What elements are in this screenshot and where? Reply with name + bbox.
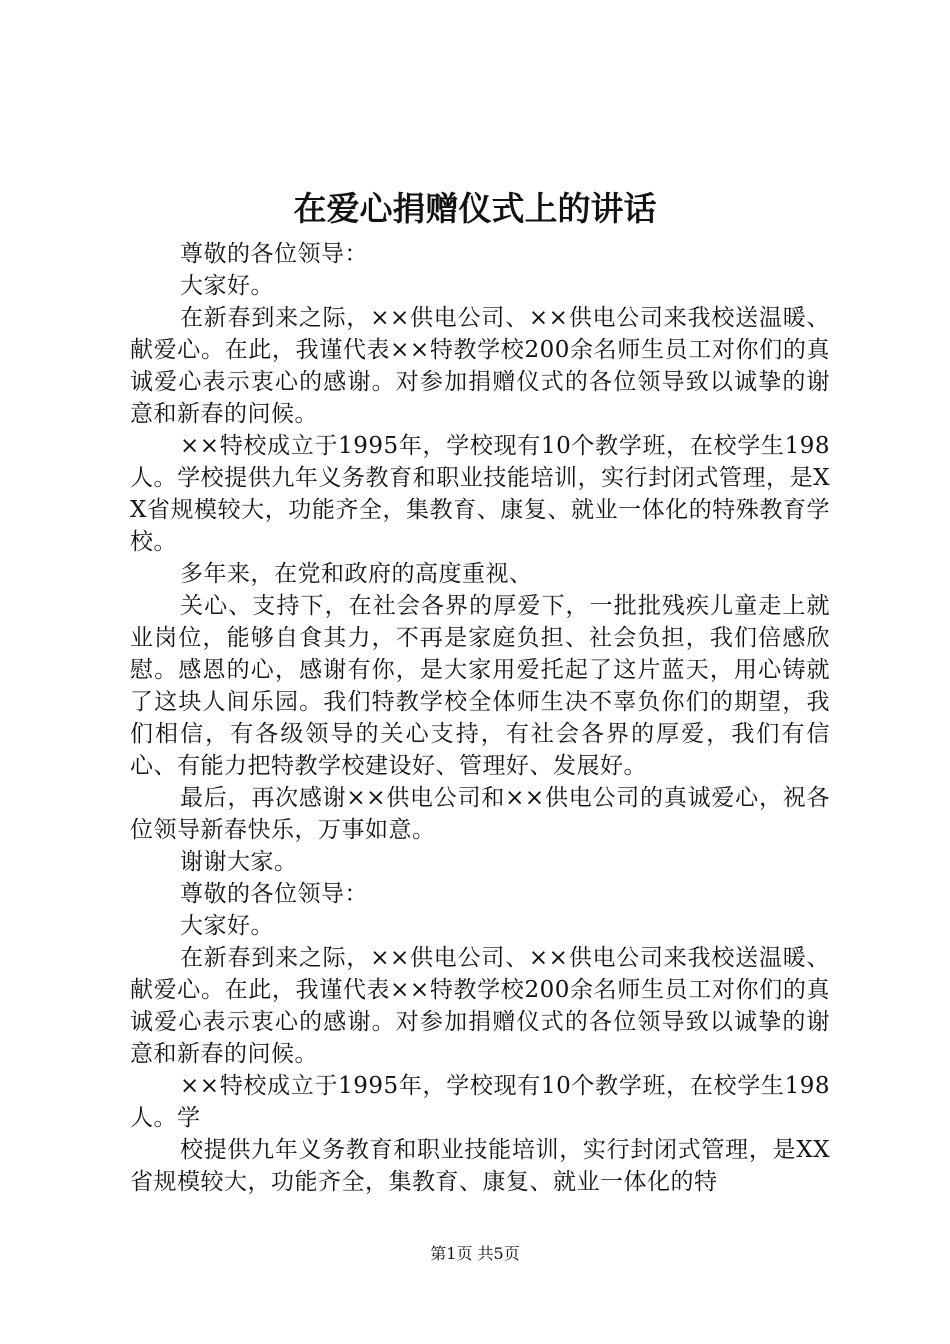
paragraph: 关心、支持下，在社会各界的厚爱下，一批批残疾儿童走上就业岗位，能够自食其力，不再是家庭负担、社会负担，我们倍感欣慰。感恩的心，感谢有你，是大家用爱托起了这片蓝天，用心铸就了这块人间乐园。我们特教学校全体师生决不辜负你们的期望，我们相信，有各级领导的关心支持，有社会各界的厚爱，我们有信心、有能力把特教学校建设好、管理好、发展好。 bbox=[130, 593, 830, 779]
paragraph-salutation: 尊敬的各位领导： bbox=[180, 241, 368, 267]
paragraph-greeting: 大家好。 bbox=[180, 913, 274, 939]
document-title: 在爱心捐赠仪式上的讲话 bbox=[293, 189, 657, 228]
paragraph: 多年来，在党和政府的高度重视、 bbox=[180, 561, 533, 587]
paragraph: ××特校成立于1995年，学校现有10个教学班，在校学生198人。学校提供九年义务教育和职业技能培训，实行封闭式管理，是XX省规模较大，功能齐全，集教育、康复、就业一体化的特殊教育学校。 bbox=[130, 433, 830, 555]
paragraph-salutation: 尊敬的各位领导： bbox=[180, 881, 368, 907]
paragraph: 最后，再次感谢××供电公司和××供电公司的真诚爱心，祝各位领导新春快乐，万事如意。 bbox=[130, 785, 830, 843]
paragraph: 校提供九年义务教育和职业技能培训，实行封闭式管理，是XX省规模较大，功能齐全，集教育、康复、就业一体化的特 bbox=[130, 1137, 830, 1195]
paragraph: 在新春到来之际，××供电公司、××供电公司来我校送温暖、献爱心。在此，我谨代表××特教学校200余名师生员工对你们的真诚爱心表示衷心的感谢。对参加捐赠仪式的各位领导致以诚挚的谢意和新春的问候。 bbox=[130, 945, 830, 1067]
paragraph: 在新春到来之际，××供电公司、××供电公司来我校送温暖、献爱心。在此，我谨代表××特教学校200余名师生员工对你们的真诚爱心表示衷心的感谢。对参加捐赠仪式的各位领导致以诚挚的谢意和新春的问候。 bbox=[130, 305, 830, 427]
page-footer: 第1页 共5页 bbox=[430, 1244, 520, 1263]
paragraph: ××特校成立于1995年，学校现有10个教学班，在校学生198人。学 bbox=[130, 1073, 830, 1131]
document-body bbox=[130, 238, 830, 1198]
paragraph-thanks: 谢谢大家。 bbox=[180, 849, 298, 875]
paragraph-greeting: 大家好。 bbox=[180, 273, 274, 299]
